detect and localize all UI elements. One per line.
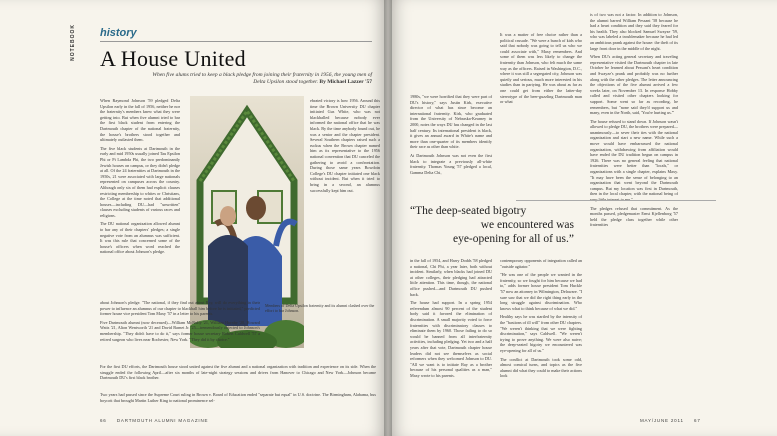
body-paragraph: contemporary opponents of integration called an "outside agitator." bbox=[500, 258, 582, 269]
body-paragraph: Five Dartmouth alumni (now deceased)—William McNulty '21, William Hornby '20, Howard Watts '21, Alton Wentworth '21 and David Barnet Jr. '25—tremendously objected to Johnson's membership. "They didn't have to do it," says former house secretary Robert Caldwell '57 a retired surgeon who lives near Rochester, New York. "They did it by choice." bbox=[100, 319, 260, 342]
page-number: 67 bbox=[694, 418, 701, 423]
right-column-1-top bbox=[410, 94, 492, 196]
body-paragraph: The pledges refused that commitment. As the months passed, pledgemaster Ernst Kjellenborg '57 held the pledge class together while other fraternities bbox=[590, 205, 678, 228]
issue-date: MAY/JUNE 2011 bbox=[640, 418, 684, 423]
section-label: history bbox=[100, 27, 137, 39]
pull-quote-line: “The deep-seated bigotry bbox=[410, 205, 527, 217]
body-paragraph: At Dartmouth Johnson was not even the first black to integrate a previously all-white fraternity. Thomas Young '57 pledged a local, Gamma Delta Chi, bbox=[410, 152, 492, 175]
body-paragraph: is of two was not a factor. In addition to Johnson, the alumni barred William Pessant '58 because he had a heart condition and they said they feared for his health. They also blocked Samuel Swayze '59, who was labeled a troublemaker because he had led an ambitious prank against the house: the theft of its large front door in the middle of the night. bbox=[590, 12, 678, 51]
right-column-1-bottom bbox=[410, 258, 492, 413]
headline: A House United bbox=[100, 46, 246, 71]
body-paragraph: When Raymond Johnson '59 pledged Delta Upsilon early in the fall of 1956, neither he nor the fraternity's members knew what they were getting into. But when five alumni tried to bar the first black student from entering the Dartmouth chapter of the national fraternity, the house's brothers stood together and ultimately outlasted them. bbox=[100, 98, 180, 143]
body-paragraph: The five black students at Dartmouth in the early and mid 1950s usually joined Tau Epsilon Phi or Pi Lambda Phi, the two predominantly Jewish houses on campus, or they didn't pledge at all. Of the 24 fraternities at Dartmouth in the 1950s, 21 were associated with large nationals represented on campuses across the country. Although only six of them had explicit clauses restricting membership to whites or Christians, the College at the time noted that additional houses—including DU—had "unwritten" clauses excluding students of various races and religions. bbox=[100, 145, 180, 218]
pull-quote bbox=[410, 204, 580, 246]
left-page bbox=[0, 0, 388, 436]
body-paragraph: "He was one of the people we wanted in the fraternity, so we fought for him because we had to," adds former house president Tom Huckle '57 now an attorney in Wilmington, Delaware. "I sure saw that we did the right thing early in the long struggle against discrimination. Who knows what to think because of what we did." bbox=[500, 272, 582, 311]
body-paragraph: It was a matter of free choice rather than a political crusade. "We were a bunch of kids who said that nobody was going to tell us who we could associate with," Maxy remembers. And some of them was less likely to change the fraternity than Johnson, who felt much the same way as the officers. Raised in Washington, D.C., where it was still a segregated city, Johnson was quietly and serious, much more interested in his studies than in partying. He was about as far as one could get from either the latter-day stereotype of the beer-guzzling Dartmouth man or what bbox=[500, 32, 582, 105]
section-rule bbox=[100, 41, 372, 42]
deck bbox=[140, 72, 372, 86]
right-column-2-bottom bbox=[500, 258, 582, 413]
body-paragraph: The house had support. In a spring 1954 referendum almost 90 percent of the student body said it favored the elimination of discrimination. A small majority voted to force fraternities with discriminatory clauses to eliminate them by 1960. Those failing to do so would be banned from all interfraternity activities, including pledging. Yet two and a half years after that vote, Dartmouth chapter house leaders did not see themselves as social reformers when they welcomed Johnson to DU. "All we want is to initiate Ray as a brother because of his personal qualities as a man," Maxy wrote to his parents. bbox=[410, 300, 492, 378]
left-wide-paragraph bbox=[100, 364, 376, 390]
pull-quote-line: we encountered was bbox=[480, 219, 574, 231]
body-paragraph: For the first DU efforts, the Dartmouth house stood united against the five alumni and a national organization with tradition and experience on its side. When the struggle ended the following April—after six months of late-night strategy sessions and drives from Hanover to Chicago and New York—Johnson became Dartmouth DU's first black brother. bbox=[100, 364, 376, 381]
illustration-caption: Members of Delta Upsilon fraternity and its alumni clashed over the effort to bar Johnson. bbox=[265, 303, 375, 314]
pull-quote-rule-top bbox=[516, 200, 716, 201]
right-column-3 bbox=[590, 12, 678, 412]
left-wide-paragraph-2 bbox=[100, 392, 376, 414]
left-column-1 bbox=[100, 98, 180, 298]
body-paragraph: Two years had passed since the Supreme Court ruling in Brown v. Board of Education ended "separate but equal" in U.S. doctrine. The Birmingham, Alabama, bus boycott that brought Martin Luther King to national prominence sel- bbox=[100, 392, 376, 403]
footer-left bbox=[100, 418, 208, 423]
body-paragraph: The house refused to stand down. If Johnson wasn't allowed to pledge DU, the brothers were prepared—unanimously—to sever their ties with the national organization and start a new name. While such a move would have embarrassed the national organization, withdrawing from affiliation would have ended the DU tradition begun on campus in 1926. There was no general feeling that national fraternities were better than "locals," or organizations with a single chapter, explains Maxy. "It may have been the sense of belonging to an organization that went beyond the Dartmouth campus. But my location was first in Dartmouth, then in the local chapter, with the national being of bbox=[590, 118, 678, 197]
pull-quote-line: eye-opening for all of us.” bbox=[452, 233, 574, 245]
body-paragraph: 1980s, "we were horrified that they were part of DU's history," says Justin Kirk, executive director of what has since become an international fraternity. Kirk, who graduated from the University of Nebraska-Kearney in 2000, notes the ways DU has changed in the last half century. Its international president is black, it gives an annual award in White's name and more than one-quarter of its members identify their race as other than white. bbox=[410, 94, 492, 150]
body-paragraph: The conflict at Dartmouth took some odd, almost comical turns, and topics as the five alumni did what they could to make their actions look bbox=[500, 356, 582, 379]
page-number: 66 bbox=[100, 418, 107, 423]
deck-byline: By Michael Lazzer '57 bbox=[319, 79, 372, 85]
spine-shadow bbox=[384, 0, 392, 436]
left-column-3 bbox=[310, 98, 380, 298]
left-column-2 bbox=[100, 300, 260, 362]
body-paragraph: Healthy says he was startled by the intensity of the "bastions of ill will" from other DU chapters. "We weren't thinking that we were fighting discrimination," says Caldwell. "We weren't trying to prove anything. We were also naive; the deep-seated bigotry we encountered was eye-opening for all of us." bbox=[500, 314, 582, 353]
body-paragraph: The DU national organization allowed alumni to bar any of their chapters' pledges; a single negative vote from an alumnus was sufficient. It was this rule that concerned some of the house's officers when word reached the national office about Johnson's pledge. bbox=[100, 221, 180, 255]
body-paragraph: ebrated victory is how 1956. Around this time the Brown University DU chapter initiated Gus White, who was not blackballed because nobody ever informed the national office that he was black. By the time anybody found out, he was a senior and the chapter president. Several Southern chapters raised such a ruckus when the Brown chapter named him as its representative to the 1956 national convention that DU canceled the gathering to avoid a confrontation. During those same years Bowdoin College's DU chapter initiated one black without incident. But when it tried to bring in a second, an alumnus successfully kept him out. bbox=[310, 98, 380, 193]
body-paragraph: in the fall of 1954, and Harry Dodds '58 pledged a national, Chi Phi, a year later, both without incident. Similarly, when blacks had joined DU at other colleges, their pledging had attracted little attention. This time, though, the national office pushed—and Dartmouth DU pushed back. bbox=[410, 258, 492, 297]
footer-right bbox=[640, 418, 701, 423]
body-paragraph: about Johnson's pledge. "The national, if they find out about Ray, will do everything in their power to influence an alumnus of our chapter to blackball him before he is initiated," predicted former house vice president Tom Maxy '57 in a letter to his parents. bbox=[100, 300, 260, 317]
deck-text: When five alums tried to keep a black pledge from joining their fraternity in 1956, the young men of Delta Upsilon stood together. bbox=[152, 72, 372, 85]
section-vertical-label: NOTEBOOK bbox=[70, 24, 76, 61]
right-column-2-top bbox=[500, 32, 582, 196]
body-paragraph: When DU's acting general secretary and traveling representative visited the Dartmouth chapter in late October he learned about Pessant's heart condition and Swayze's prank and probably was no further along with the other pledges. The letter announcing the objections of the five alumni arrived a few weeks later, on November 13. In response Hobby called and visited other chapters looking for support. Some went so far as recording, he remembers, but "none said they'd support us and many, even in the North, said, 'You're hurting us.'" bbox=[590, 54, 678, 116]
magazine-name: DARTMOUTH ALUMNI MAGAZINE bbox=[116, 418, 209, 423]
